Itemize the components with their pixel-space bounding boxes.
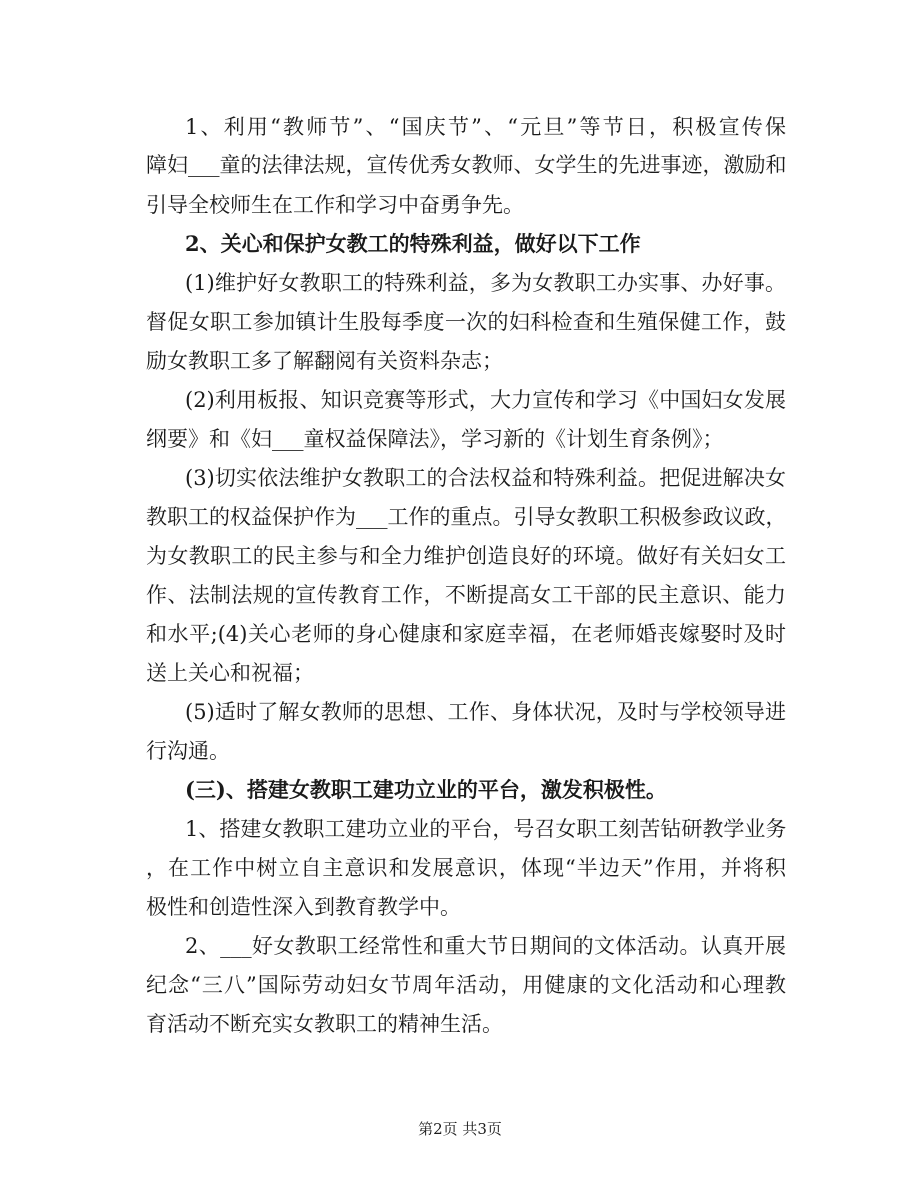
paragraph-line: 1、搭建女教职工建功立业的平台，号召女职工刻苦钻研教学业务 xyxy=(185,817,787,841)
paragraph-line: 和水平;(4)关心老师的身心健康和家庭幸福，在老师婚丧嫁娶时及时 xyxy=(146,622,786,646)
section-heading: (三)、搭建女教职工建功立业的平台，激发积极性。 xyxy=(185,777,667,802)
paragraph-line: 育活动不断充实女教职工的精神生活。 xyxy=(146,1012,503,1036)
paragraph-line: 2、___好女教职工经常性和重大节日期间的文体活动。认真开展 xyxy=(185,934,786,958)
paragraph-line: (2)利用板报、知识竞赛等形式，大力宣传和学习《中国妇女发展 xyxy=(185,388,786,412)
paragraph-line: 作、法制法规的宣传教育工作，不断提高女工干部的民主意识、能力 xyxy=(146,583,786,607)
paragraph-line: 行沟通。 xyxy=(146,739,230,763)
paragraph-line: 障妇___童的法律法规，宣传优秀女教师、女学生的先进事迹，激励和 xyxy=(146,153,787,177)
paragraph-line: 极性和创造性深入到教育教学中。 xyxy=(146,895,461,919)
paragraph-line: 励女教职工多了解翻阅有关资料杂志； xyxy=(146,349,503,373)
paragraph-line: (5)适时了解女教师的思想、工作、身体状况，及时与学校领导进 xyxy=(185,700,786,724)
paragraph-line: 教职工的权益保护作为___工作的重点。引导女教职工积极参政议政， xyxy=(146,505,787,529)
paragraph-line: (3)切实依法维护女教职工的合法权益和特殊利益。把促进解决女 xyxy=(185,466,786,490)
paragraph-line: ，在工作中树立自主意识和发展意识，体现“半边天”作用，并将积 xyxy=(146,856,786,880)
paragraph-line: 引导全校师生在工作和学习中奋勇争先。 xyxy=(146,193,524,217)
page-number-footer: 第2页 共3页 xyxy=(418,1120,502,1138)
paragraph-line: 纲要》和《妇___童权益保障法》，学习新的《计划生育条例》； xyxy=(146,427,724,451)
paragraph-line: 纪念“三八”国际劳动妇女节周年活动，用健康的文化活动和心理教 xyxy=(146,973,786,997)
paragraph-line: 督促女职工参加镇计生股每季度一次的妇科检查和生殖保健工作，鼓 xyxy=(146,310,786,334)
paragraph-line: (1)维护好女教职工的特殊利益，多为女教职工办实事、办好事。 xyxy=(185,271,786,295)
paragraph-line: 1、利用“教师节”、“国庆节”、“元旦”等节日，积极宣传保 xyxy=(185,115,786,139)
paragraph-line: 送上关心和祝福； xyxy=(146,661,314,685)
paragraph-line: 为女教职工的民主参与和全力维护创造良好的环境。做好有关妇女工 xyxy=(146,544,786,568)
section-heading: 2、关心和保护女教工的特殊利益，做好以下工作 xyxy=(185,231,641,256)
